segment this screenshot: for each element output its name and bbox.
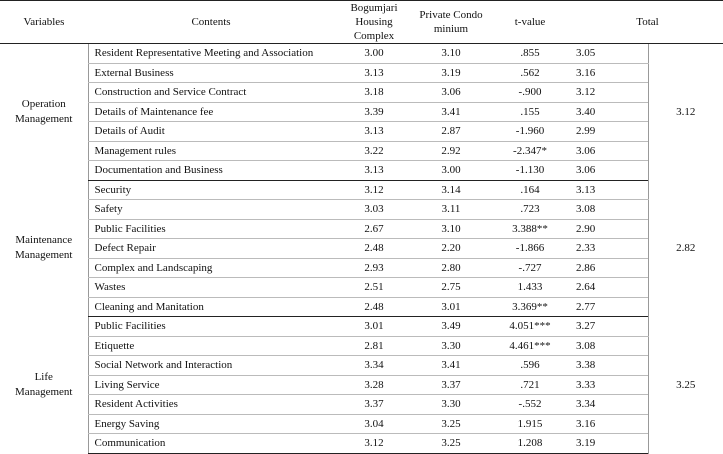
group-name-line1: Maintenance: [15, 234, 73, 247]
table-row: [0, 395, 723, 415]
bogumjari-cell: 3.22: [334, 141, 414, 161]
private-cell: 3.06: [414, 83, 488, 103]
t-value-cell: 3.369**: [488, 297, 572, 317]
bogumjari-cell: 2.48: [334, 297, 414, 317]
group-name-line1: Operation: [21, 98, 66, 110]
table-row: [0, 414, 723, 434]
table-row: [0, 336, 723, 356]
bogumjari-cell: 3.00: [334, 44, 414, 64]
row-total-cell: 2.90: [572, 219, 648, 239]
bogumjari-cell: 3.04: [334, 414, 414, 434]
bogumjari-cell: 2.67: [334, 219, 414, 239]
private-cell: 3.11: [414, 200, 488, 220]
t-value-cell: .855: [488, 44, 572, 64]
t-value-cell: .155: [488, 102, 572, 122]
table-row: [0, 180, 723, 200]
t-value-cell: .562: [488, 63, 572, 83]
header-bogumjari-line1: Bogumjari Housing: [350, 2, 398, 28]
table-header: [0, 1, 723, 44]
t-value-cell: 4.051***: [488, 317, 572, 337]
group-total-cell: 3.25: [648, 317, 723, 454]
table-row: [0, 219, 723, 239]
content-cell: Management rules: [88, 141, 334, 161]
row-total-cell: 2.86: [572, 258, 648, 278]
private-cell: 3.41: [414, 102, 488, 122]
row-total-cell: 2.33: [572, 239, 648, 259]
table-row: [0, 63, 723, 83]
content-cell: Details of Audit: [88, 122, 334, 142]
t-value-cell: .723: [488, 200, 572, 220]
private-cell: 2.92: [414, 141, 488, 161]
t-value-cell: -.900: [488, 83, 572, 103]
bogumjari-cell: 3.34: [334, 356, 414, 376]
bogumjari-cell: 3.18: [334, 83, 414, 103]
table-body: [0, 44, 723, 454]
bogumjari-cell: 3.13: [334, 63, 414, 83]
t-value-cell: .596: [488, 356, 572, 376]
content-cell: Public Facilities: [88, 219, 334, 239]
row-total-cell: 2.99: [572, 122, 648, 142]
row-total-cell: 2.77: [572, 297, 648, 317]
private-cell: 2.20: [414, 239, 488, 259]
table-row: [0, 141, 723, 161]
private-cell: 3.00: [414, 161, 488, 181]
private-cell: 3.30: [414, 395, 488, 415]
private-cell: 2.75: [414, 278, 488, 298]
header-bogumjari: [334, 1, 414, 44]
table-row: [0, 102, 723, 122]
group-name-line1: Life: [34, 370, 53, 383]
table-row: [0, 356, 723, 376]
t-value-cell: -1.960: [488, 122, 572, 142]
content-cell: Cleaning and Manitation: [88, 297, 334, 317]
t-value-cell: 1.915: [488, 414, 572, 434]
bogumjari-cell: 2.93: [334, 258, 414, 278]
group-name-line2: Management: [15, 385, 73, 398]
bogumjari-cell: 3.28: [334, 375, 414, 395]
bogumjari-cell: 3.13: [334, 161, 414, 181]
bogumjari-cell: 2.51: [334, 278, 414, 298]
t-value-cell: .721: [488, 375, 572, 395]
header-variables: Variables: [0, 1, 88, 44]
row-total-cell: 3.08: [572, 200, 648, 220]
group-name-line2: Management: [15, 113, 73, 125]
group-variable-name: [0, 44, 88, 181]
table-row: [0, 83, 723, 103]
header-private-line2: minium: [433, 23, 469, 35]
row-total-cell: 3.13: [572, 180, 648, 200]
header-t-value: t-value: [488, 1, 572, 44]
private-cell: 3.14: [414, 180, 488, 200]
t-value-cell: 3.388**: [488, 219, 572, 239]
table-row: [0, 200, 723, 220]
content-cell: External Business: [88, 63, 334, 83]
t-value-cell: 4.461***: [488, 336, 572, 356]
content-cell: Complex and Landscaping: [88, 258, 334, 278]
row-total-cell: 3.16: [572, 414, 648, 434]
row-total-cell: 3.12: [572, 83, 648, 103]
table-row: [0, 122, 723, 142]
content-cell: Defect Repair: [88, 239, 334, 259]
table-row: [0, 44, 723, 64]
table-row: [0, 317, 723, 337]
t-value-cell: -1.130: [488, 161, 572, 181]
private-cell: 3.19: [414, 63, 488, 83]
content-cell: Energy Saving: [88, 414, 334, 434]
content-cell: Resident Representative Meeting and Association: [88, 44, 334, 64]
table-row: [0, 375, 723, 395]
private-cell: 3.30: [414, 336, 488, 356]
row-total-cell: 3.16: [572, 63, 648, 83]
content-cell: Details of Maintenance fee: [88, 102, 334, 122]
private-cell: 3.10: [414, 44, 488, 64]
group-variable-name: [0, 180, 88, 317]
t-value-cell: -1.866: [488, 239, 572, 259]
row-total-cell: 3.06: [572, 141, 648, 161]
table-row: [0, 434, 723, 454]
t-value-cell: -2.347*: [488, 141, 572, 161]
row-total-cell: 3.38: [572, 356, 648, 376]
private-cell: 3.49: [414, 317, 488, 337]
content-cell: Resident Activities: [88, 395, 334, 415]
private-cell: 2.80: [414, 258, 488, 278]
private-cell: 3.01: [414, 297, 488, 317]
table-row: [0, 239, 723, 259]
content-cell: Safety: [88, 200, 334, 220]
table-row: [0, 258, 723, 278]
bogumjari-cell: 3.12: [334, 434, 414, 454]
t-value-cell: -.552: [488, 395, 572, 415]
row-total-cell: 3.40: [572, 102, 648, 122]
private-cell: 3.41: [414, 356, 488, 376]
private-cell: 3.10: [414, 219, 488, 239]
row-total-cell: 3.33: [572, 375, 648, 395]
content-cell: Communication: [88, 434, 334, 454]
header-bogumjari-line2: Complex: [353, 30, 395, 42]
row-total-cell: 3.05: [572, 44, 648, 64]
header-private: [414, 1, 488, 44]
bogumjari-cell: 2.81: [334, 336, 414, 356]
content-cell: Security: [88, 180, 334, 200]
t-value-cell: 1.208: [488, 434, 572, 454]
content-cell: Wastes: [88, 278, 334, 298]
t-value-cell: 1.433: [488, 278, 572, 298]
table-row: [0, 278, 723, 298]
content-cell: Documentation and Business: [88, 161, 334, 181]
private-cell: 3.25: [414, 434, 488, 454]
group-variable-name: [0, 317, 88, 454]
content-cell: Construction and Service Contract: [88, 83, 334, 103]
bogumjari-cell: 3.39: [334, 102, 414, 122]
content-cell: Living Service: [88, 375, 334, 395]
header-private-line1: Private Condo: [419, 9, 483, 21]
bogumjari-cell: 3.03: [334, 200, 414, 220]
group-total-cell: 3.12: [648, 44, 723, 181]
row-total-cell: 2.64: [572, 278, 648, 298]
header-contents: Contents: [88, 1, 334, 44]
bogumjari-cell: 3.37: [334, 395, 414, 415]
group-name-line2: Management: [15, 249, 73, 262]
row-total-cell: 3.34: [572, 395, 648, 415]
header-total: Total: [572, 1, 723, 44]
row-total-cell: 3.06: [572, 161, 648, 181]
bogumjari-cell: 3.12: [334, 180, 414, 200]
row-total-cell: 3.08: [572, 336, 648, 356]
private-cell: 3.25: [414, 414, 488, 434]
content-cell: Etiquette: [88, 336, 334, 356]
row-total-cell: 3.27: [572, 317, 648, 337]
bogumjari-cell: 3.13: [334, 122, 414, 142]
table-row: [0, 161, 723, 181]
bogumjari-cell: 2.48: [334, 239, 414, 259]
t-value-cell: .164: [488, 180, 572, 200]
group-total-cell: 2.82: [648, 180, 723, 317]
private-cell: 2.87: [414, 122, 488, 142]
table-row: [0, 297, 723, 317]
t-value-cell: -.727: [488, 258, 572, 278]
bogumjari-cell: 3.01: [334, 317, 414, 337]
content-cell: Public Facilities: [88, 317, 334, 337]
row-total-cell: 3.19: [572, 434, 648, 454]
content-cell: Social Network and Interaction: [88, 356, 334, 376]
private-cell: 3.37: [414, 375, 488, 395]
